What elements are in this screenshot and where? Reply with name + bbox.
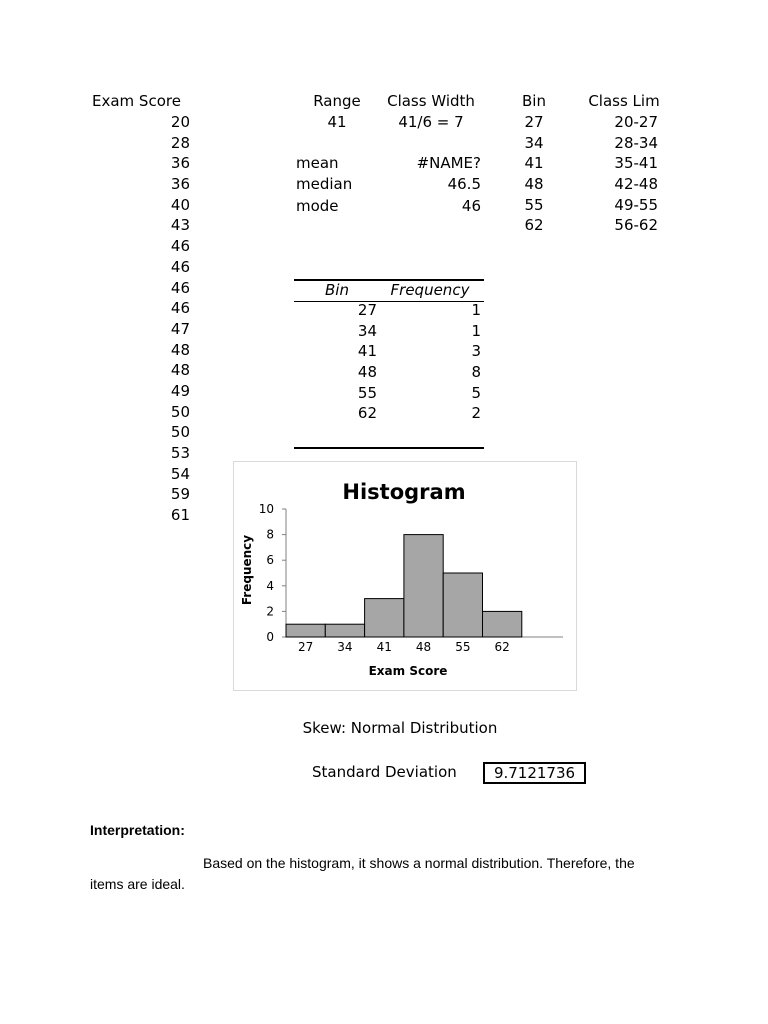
list-item: 46 <box>170 299 190 318</box>
y-tick-label: 0 <box>266 630 274 644</box>
list-item: 54 <box>170 464 190 483</box>
freq-table-bin-header: Bin <box>325 281 349 299</box>
list-item: 46 <box>170 278 190 297</box>
list-item: 53 <box>170 444 190 462</box>
table-cell: 48 <box>357 363 377 382</box>
freq-table-frequency-column <box>440 300 481 424</box>
exam-score-header: Exam Score <box>92 92 181 110</box>
table-cell: 62 <box>357 404 377 423</box>
table-cell: 1 <box>471 301 481 319</box>
freq-table-frequency-header: Frequency <box>390 281 470 299</box>
y-tick-label: 10 <box>258 502 274 516</box>
list-item: 20 <box>170 113 190 131</box>
histogram-bar <box>286 624 325 637</box>
list-item: 50 <box>170 423 190 442</box>
list-item: 48 <box>524 175 544 194</box>
list-item: 46 <box>170 257 190 276</box>
histogram-bar <box>325 624 364 637</box>
list-item: 50 <box>170 402 190 421</box>
class-width-label: Class Width <box>387 92 475 110</box>
histogram-bar <box>443 573 482 637</box>
mode-value: 46 <box>461 197 481 215</box>
class-limits-list <box>600 112 658 236</box>
table-cell: 55 <box>357 383 377 402</box>
table-cell: 2 <box>471 404 481 423</box>
list-item: 48 <box>170 361 190 380</box>
freq-table-bin-column <box>330 300 377 424</box>
mean-label: mean <box>296 154 339 172</box>
list-item: 34 <box>524 133 544 152</box>
list-item: 49 <box>170 381 190 400</box>
median-label: median <box>296 175 353 193</box>
std-dev-label: Standard Deviation <box>312 763 457 781</box>
plot-area <box>259 502 563 654</box>
list-item: 46 <box>170 237 190 256</box>
table-cell: 8 <box>471 363 481 382</box>
list-item: 48 <box>170 340 190 359</box>
list-item: 41 <box>524 154 544 173</box>
x-tick-label: 55 <box>455 640 471 654</box>
x-tick-label: 41 <box>376 640 392 654</box>
list-item: 47 <box>170 319 190 338</box>
interpretation-heading: Interpretation: <box>90 822 185 838</box>
y-tick-label: 2 <box>266 604 274 619</box>
interpretation-line-2: items are ideal. <box>90 876 185 892</box>
list-item: 56-62 <box>614 216 658 235</box>
list-item: 36 <box>170 175 190 194</box>
list-item: 43 <box>170 216 190 235</box>
x-axis-label: Exam Score <box>368 664 448 678</box>
x-tick-label: 62 <box>494 640 510 654</box>
y-tick-label: 4 <box>266 578 274 593</box>
bin-header: Bin <box>522 92 546 110</box>
std-dev-value: 9.7121736 <box>483 762 586 784</box>
class-width-value: 41/6 = 7 <box>398 113 464 131</box>
list-item: 28-34 <box>614 133 658 152</box>
x-tick-label: 34 <box>337 640 353 654</box>
histogram-svg <box>234 462 576 690</box>
list-item: 49-55 <box>614 195 658 214</box>
histogram-bar <box>404 535 443 637</box>
mode-label: mode <box>296 197 339 215</box>
range-label: Range <box>313 92 361 110</box>
list-item: 20-27 <box>614 113 658 131</box>
mean-value: #NAME? <box>416 154 481 172</box>
table-cell: 34 <box>357 321 377 340</box>
table-cell: 5 <box>471 383 481 402</box>
class-limits-header: Class Lim <box>588 92 660 110</box>
histogram-bar <box>365 599 404 637</box>
table-cell: 41 <box>357 342 377 361</box>
list-item: 40 <box>170 195 190 214</box>
table-cell: 1 <box>471 321 481 340</box>
range-value: 41 <box>327 113 347 131</box>
list-item: 59 <box>170 485 190 504</box>
x-tick-label: 27 <box>298 640 314 654</box>
list-item: 55 <box>524 195 544 214</box>
x-tick-label: 48 <box>415 640 432 654</box>
list-item: 27 <box>524 113 544 131</box>
histogram-chart <box>233 461 577 691</box>
y-tick-label: 8 <box>266 527 274 542</box>
exam-score-list <box>150 112 190 526</box>
bin-list <box>512 112 556 236</box>
y-axis-label: Frequency <box>240 534 254 606</box>
table-cell: 27 <box>357 301 377 319</box>
list-item: 62 <box>524 216 544 235</box>
histogram-bar <box>483 611 522 637</box>
chart-title: Histogram <box>342 480 466 504</box>
y-tick-label: 6 <box>266 553 274 568</box>
skew-text: Skew: Normal Distribution <box>302 719 498 737</box>
list-item: 35-41 <box>614 154 658 173</box>
list-item: 61 <box>170 506 190 525</box>
list-item: 36 <box>170 154 190 173</box>
table-cell: 3 <box>471 342 481 361</box>
list-item: 28 <box>170 133 190 152</box>
list-item: 42-48 <box>614 175 658 194</box>
freq-table-bottom-rule <box>294 447 484 449</box>
interpretation-line-1: Based on the histogram, it shows a normal distribution. Therefore, the <box>203 855 635 871</box>
median-value: 46.5 <box>447 175 481 193</box>
